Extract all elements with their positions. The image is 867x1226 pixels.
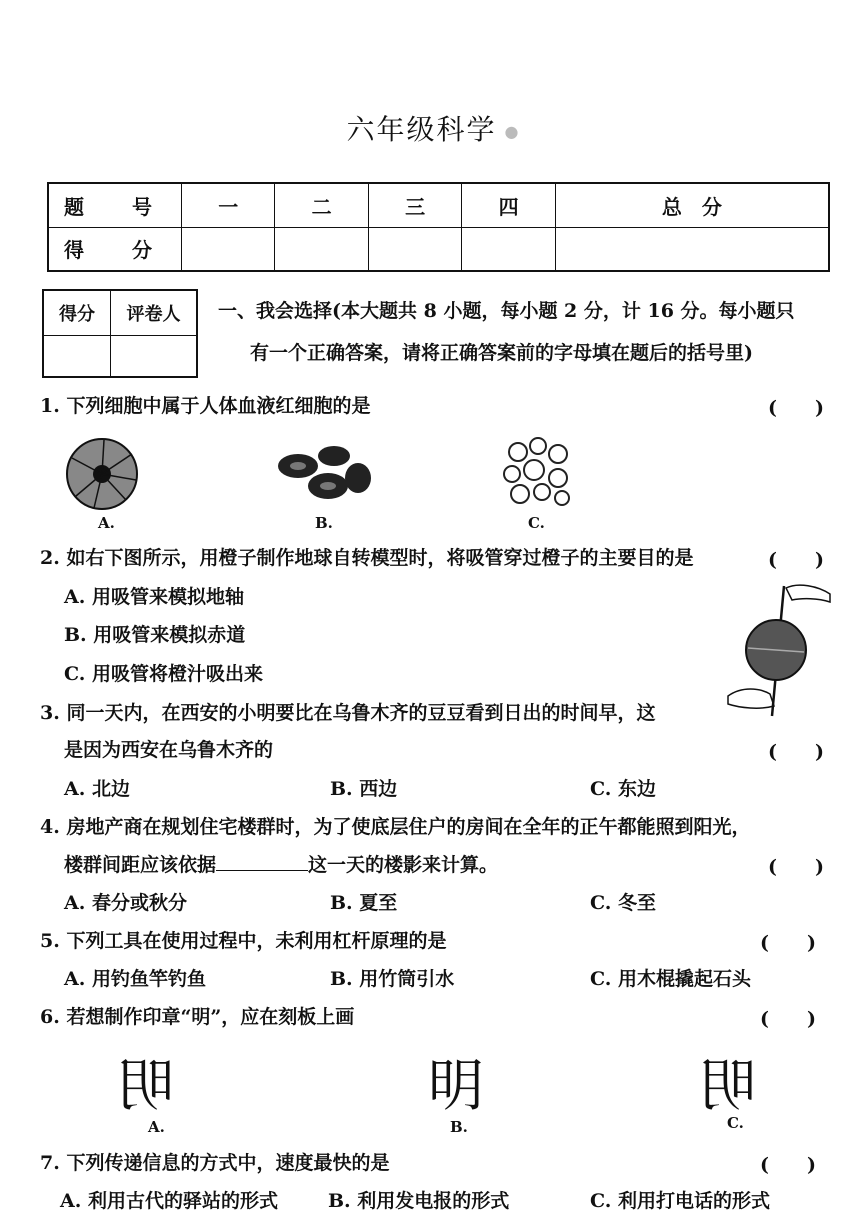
question-3-line-2: 是因为西安在乌鲁木齐的 bbox=[64, 739, 274, 761]
platelet-cell-image bbox=[498, 432, 578, 508]
score-header-total: 总 分 bbox=[555, 183, 829, 227]
score-table bbox=[47, 182, 830, 272]
question-5: 5. 下列工具在使用过程中，未利用杠杆原理的是 bbox=[40, 930, 447, 952]
question-6: 6. 若想制作印章“明”，应在刻板上画 bbox=[40, 1006, 355, 1028]
option-7b: B. 利用发电报的形式 bbox=[328, 1190, 510, 1212]
option-4a: A. 春分或秋分 bbox=[64, 892, 187, 914]
option-2c: C. 用吸管将橙汁吸出来 bbox=[64, 663, 264, 685]
score-header-label: 题 号 bbox=[48, 183, 182, 227]
score-cell-1[interactable] bbox=[182, 227, 275, 271]
score-cell-4[interactable] bbox=[462, 227, 555, 271]
grader-name-label: 评卷人 bbox=[111, 290, 198, 336]
answer-paren-2[interactable]: ( ) bbox=[768, 549, 824, 571]
section-instructions: 有一个正确答案，请将正确答案前的字母填在题后的括号里) bbox=[250, 342, 753, 364]
fill-blank[interactable] bbox=[216, 852, 308, 871]
option-label-6a: A. bbox=[148, 1118, 165, 1136]
answer-paren-3[interactable]: ( ) bbox=[768, 741, 824, 763]
score-table-value-row bbox=[48, 227, 829, 271]
mirrored-glyph-c: 明 bbox=[700, 1054, 756, 1119]
score-table-header-row bbox=[48, 183, 829, 227]
grader-name-cell[interactable] bbox=[111, 336, 198, 378]
option-5a: A. 用钓鱼竿钓鱼 bbox=[64, 968, 206, 990]
score-cell-2[interactable] bbox=[275, 227, 368, 271]
stamp-mark: ● bbox=[504, 122, 521, 141]
question-2: 2. 如右下图所示，用橙子制作地球自转模型时，将吸管穿过橙子的主要目的是 bbox=[40, 547, 694, 569]
question-4-text-b: 这一天的楼影来计算。 bbox=[308, 854, 499, 876]
option-label-1a: A. bbox=[98, 514, 115, 532]
option-3a: A. 北边 bbox=[64, 778, 130, 800]
option-7c: C. 利用打电话的形式 bbox=[590, 1190, 771, 1212]
option-4c: C. 冬至 bbox=[590, 892, 657, 914]
question-4-line-1: 4. 房地产商在规划住宅楼群时，为了使底层住户的房间在全年的正午都能照到阳光， bbox=[40, 816, 751, 838]
orange-model-image bbox=[726, 578, 834, 724]
option-3c: C. 东边 bbox=[590, 778, 657, 800]
question-7: 7. 下列传递信息的方式中，速度最快的是 bbox=[40, 1152, 390, 1174]
score-header-2: 二 bbox=[275, 183, 368, 227]
section-heading: 一、我会选择(本大题共 8 小题，每小题 2 分，计 16 分。每小题只 bbox=[218, 300, 795, 322]
question-1: 1. 下列细胞中属于人体血液红细胞的是 bbox=[40, 395, 371, 417]
grader-score-cell[interactable] bbox=[43, 336, 111, 378]
option-5c: C. 用木棍撬起石头 bbox=[590, 968, 752, 990]
grader-score-label: 得分 bbox=[43, 290, 111, 336]
answer-paren-6[interactable]: ( ) bbox=[760, 1008, 816, 1030]
neuron-cell-image bbox=[64, 436, 144, 512]
question-4-line-2 bbox=[64, 852, 498, 878]
answer-paren-5[interactable]: ( ) bbox=[760, 932, 816, 954]
grader-table bbox=[42, 289, 198, 378]
score-header-3: 三 bbox=[368, 183, 461, 227]
mirrored-glyph-a: 明 bbox=[118, 1054, 174, 1119]
option-5b: B. 用竹筒引水 bbox=[330, 968, 455, 990]
score-cell-total[interactable] bbox=[555, 227, 829, 271]
score-header-1: 一 bbox=[182, 183, 275, 227]
option-label-1c: C. bbox=[528, 514, 545, 532]
option-label-1b: B. bbox=[315, 514, 333, 532]
red-blood-cell-image bbox=[276, 438, 372, 504]
glyph-b: 明 bbox=[428, 1054, 484, 1119]
page-title: 六年级科学 ● bbox=[346, 113, 521, 146]
answer-paren-1[interactable]: ( ) bbox=[768, 397, 824, 419]
question-3-line-1: 3. 同一天内，在西安的小明要比在乌鲁木齐的豆豆看到日出的时间早，这 bbox=[40, 702, 656, 724]
question-4-text-a: 楼群间距应该依据 bbox=[64, 854, 217, 876]
answer-paren-7[interactable]: ( ) bbox=[760, 1154, 816, 1176]
score-header-4: 四 bbox=[462, 183, 555, 227]
score-cell-3[interactable] bbox=[368, 227, 461, 271]
option-2b: B. 用吸管来模拟赤道 bbox=[64, 624, 246, 646]
option-7a: A. 利用古代的驿站的形式 bbox=[60, 1190, 278, 1212]
option-3b: B. 西边 bbox=[330, 778, 398, 800]
option-label-6c: C. bbox=[727, 1114, 744, 1132]
answer-paren-4[interactable]: ( ) bbox=[768, 856, 824, 878]
option-4b: B. 夏至 bbox=[330, 892, 398, 914]
option-label-6b: B. bbox=[450, 1118, 468, 1136]
score-row-label: 得 分 bbox=[48, 227, 182, 271]
option-2a: A. 用吸管来模拟地轴 bbox=[64, 586, 244, 608]
